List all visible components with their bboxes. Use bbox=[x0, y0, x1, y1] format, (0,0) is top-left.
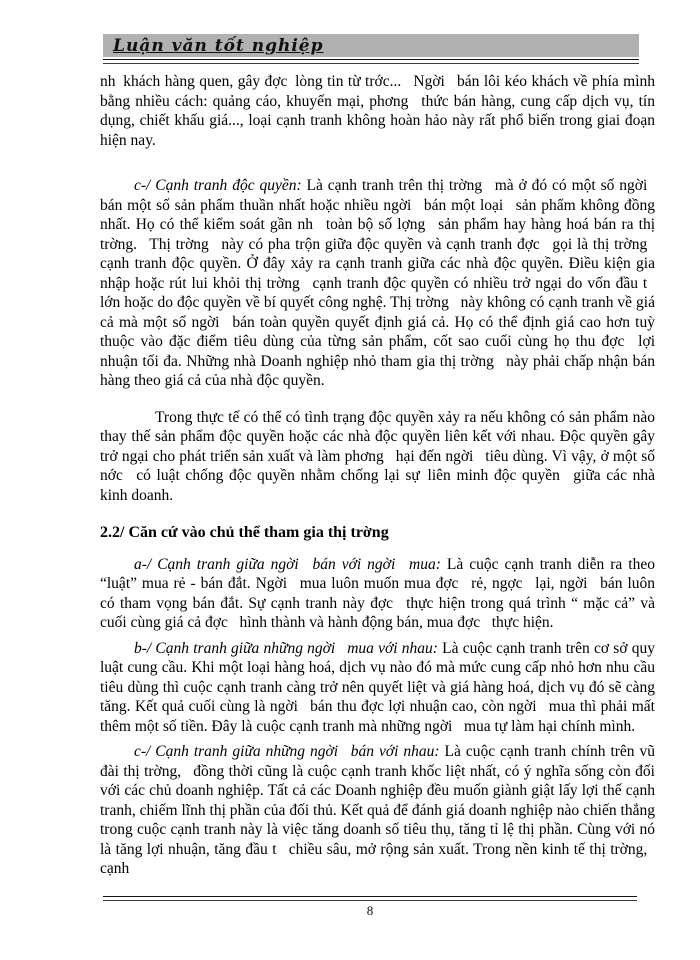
page-number: 8 bbox=[366, 903, 374, 918]
paragraph-lead: c-/ Cạnh tranh giữa những ngời bán với nhau: bbox=[134, 743, 440, 760]
section-heading: 2.2/ Căn cứ vào chủ thể tham gia thị trờng bbox=[100, 524, 389, 541]
paragraph-lead: b-/ Cạnh tranh giữa những ngời mua với nhau: bbox=[134, 639, 438, 657]
paragraph-text: Trong thực tế có thể có tình trạng độc quyền xảy ra nếu không có sản phẩm nào thay thế sản phẩm độc quyền hoặc các nhà độc quyền liên kết với nhau. Độc quyền gây trở ngại cho phát triển sản xuất và làm phơng hại đến ngời tiêu dùng. Vì vậy, ở một số nớc có luật chống độc quyền nhằm chống lại sự liên minh độc quyền giữa các nhà kinh doanh. bbox=[100, 408, 655, 504]
paragraph-text: Là cạnh tranh trên thị trờng mà ở đó có một số ngời bán một số sản phẩm thuần nhất hoặc nhiều ngời bán một loại sản phẩm không đồng nhất. Họ có thể kiểm soát gần nh toàn bộ số lợng sản phẩm hay hàng hoá bán ra thị trờng. Thị trờng này có pha trộn giữa độc quyền và cạnh tranh đợc gọi là thị trờng cạnh tranh độc quyền. Ở đây xảy ra cạnh tranh giữa các nhà độc quyền. Điều kiện gia nhập hoặc rút lui khỏi thị trờng cạnh tranh độc quyền có nhiều trở ngại do vốn đầu t lớn hoặc do độc quyền về bí quyết công nghệ. Thị trờng này không có cạnh tranh về giá cả mà một số ngời bán toàn quyền quyết định giá cả. Họ có thể định giá cao hơn tuỳ thuộc vào đặc điểm tiêu dùng của từng sản phẩm, cốt sao cuối cùng họ thu đợc lợi nhuận tối đa. Những nhà Doanh nghiệp nhỏ tham gia thị trờng này phải chấp nhận bán hàng theo giá cả của nhà độc quyền. bbox=[100, 177, 655, 389]
paragraph-monopoly-competition bbox=[100, 176, 655, 391]
paragraph-buyers-competition bbox=[100, 639, 655, 737]
paragraph-lead: c-/ Cạnh tranh độc quyền: bbox=[134, 177, 302, 194]
paragraph-lead: a-/ Cạnh tranh giữa ngời bán với ngời mua: bbox=[134, 555, 441, 573]
paragraph-sellers-competition bbox=[100, 742, 655, 879]
paragraph-text: Là cuộc cạnh tranh trên cơ sở quy luật cung cầu. Khi một loại hàng hoá, dịch vụ nào đó mà mức cung cấp nhỏ hơn nhu cầu tiêu dùng thì cuộc cạnh tranh càng trở nên quyết liệt và giá hàng hoá, dịch vụ đó sẽ càng tăng. Kết quả cuối cùng là ngời bán thu đợc lợi nhuận cao, còn ngời mua thì phải mất thêm một số tiền. Đây là cuộc cạnh tranh mà những ngời mua tự làm hại chính mình. bbox=[100, 639, 655, 735]
paragraph-seller-vs-buyer bbox=[100, 555, 655, 633]
page-footer bbox=[103, 896, 637, 919]
header-rule bbox=[103, 59, 639, 64]
header-band bbox=[103, 34, 639, 57]
paragraph-text: nh khách hàng quen, gây đợc lòng tin từ trớc... Ngời bán lôi kéo khách về phía mình bằng nhiều cách: quảng cáo, khuyến mại, phơng thức bán hàng, cung cấp dịch vụ, tín dụng, chiết khấu giá..., loại cạnh tranh không hoàn hảo này rất phổ biến trong giai đoạn hiện nay. bbox=[100, 73, 655, 149]
header-title: Luận văn tốt nghiệp bbox=[113, 35, 324, 56]
paragraph-monopoly-note bbox=[100, 408, 655, 506]
document-body bbox=[100, 72, 655, 879]
paragraph-text: Là cuộc cạnh tranh chính trên vũ đài thị trờng, đồng thời cũng là cuộc cạnh tranh khốc liệt nhất, có ý nghĩa sống còn đối với các chủ doanh nghiệp. Tất cả các Doanh nghiệp đều muốn giành giật lấy lợi thế cạnh tranh, chiếm lĩnh thị phần của đối thủ. Kết quả để đánh giá doanh nghiệp nào chiến thắng trong cuộc cạnh tranh này là việc tăng doanh số tiêu thụ, tăng tỉ lệ thị phần. Cùng với nó là tăng lợi nhuận, tăng đầu t chiều sâu, mở rộng sản xuất. Trong nền kinh tế thị trờng, cạnh bbox=[100, 743, 656, 877]
paragraph-continuation bbox=[100, 72, 655, 150]
footer-rule bbox=[103, 896, 637, 901]
paragraph-text: Là cuộc cạnh tranh diễn ra theo “luật” mua rẻ - bán đắt. Ngời mua luôn muốn mua đợc rẻ, ngợc lại, ngời bán luôn có tham vọng bán đắt. Sự cạnh tranh này đợc thực hiện trong quá trình “ mặc cả” và cuối cùng giá cả đợc hình thành và hành động bán, mua đợc thực hiện. bbox=[100, 555, 655, 631]
page-header bbox=[103, 34, 639, 64]
